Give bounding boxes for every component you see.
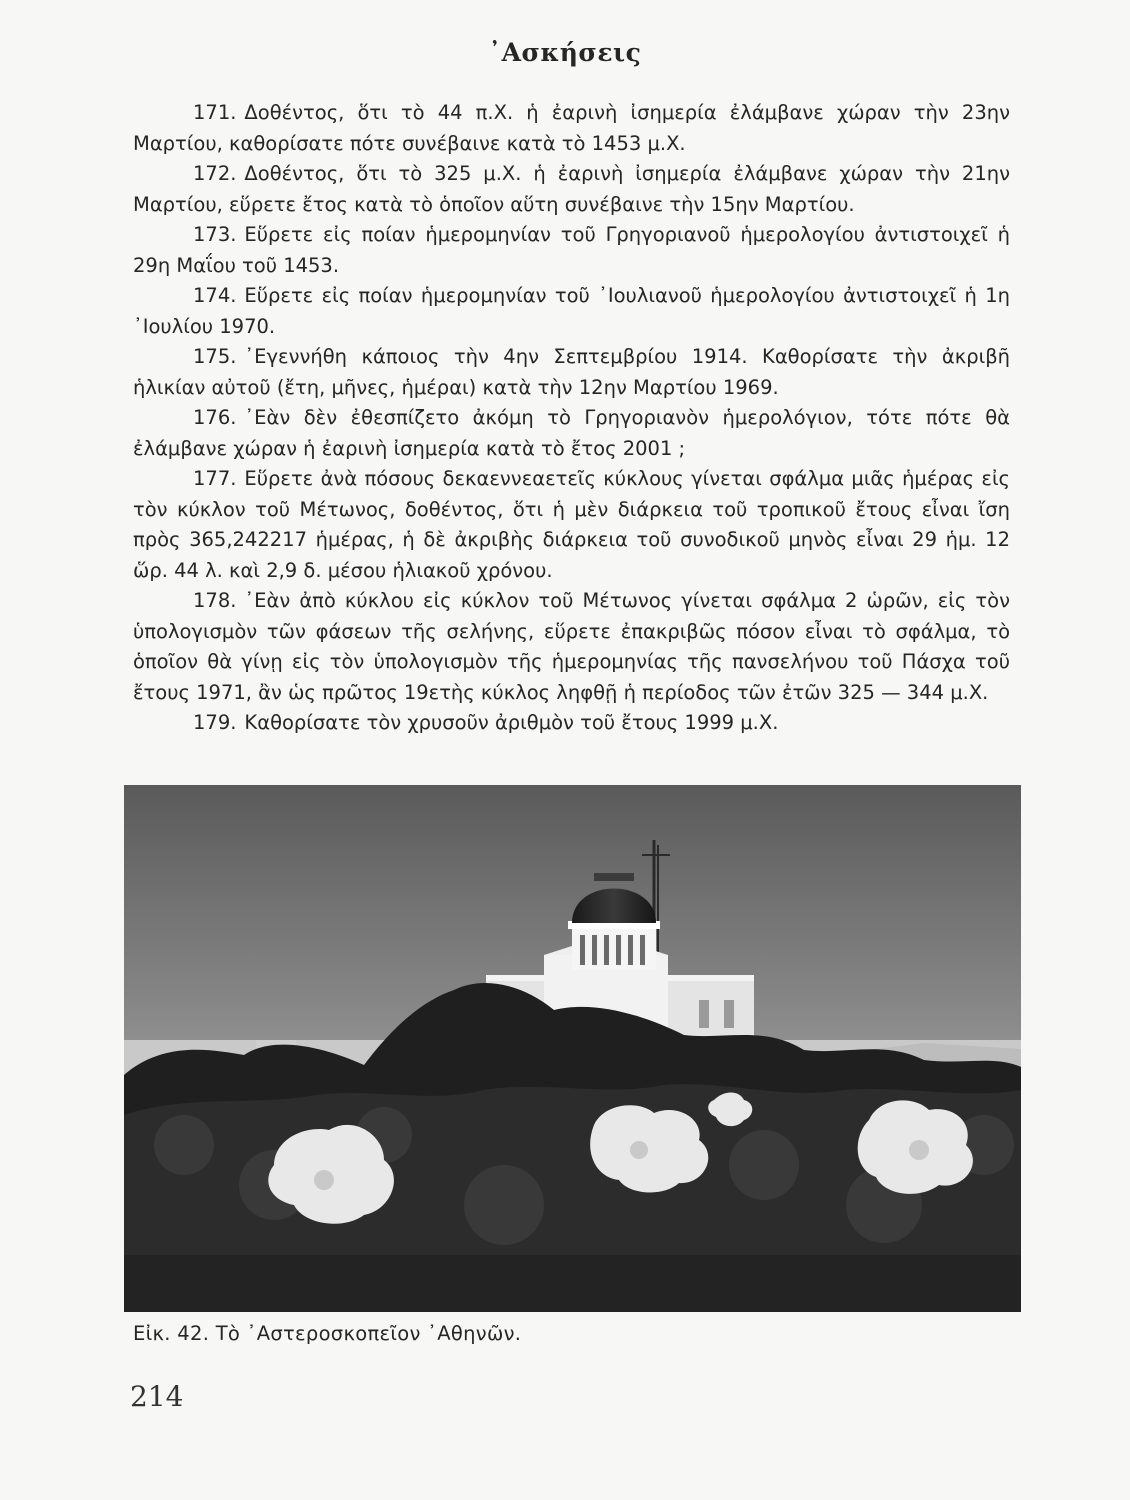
exercise-178 xyxy=(133,586,1010,708)
exercise-175 xyxy=(133,342,1010,403)
exercise-text: Εὕρετε εἰς ποίαν ἡμερομηνίαν τοῦ ᾿Ιουλιανοῦ ἡμερολογίου ἀντιστοιχεῖ ἡ 1η ᾿Ιουλίου 1970. xyxy=(133,284,1010,338)
exercise-text: Εὕρετε ἀνὰ πόσους δεκαεννεαετεῖς κύκλους γίνεται σφάλμα μιᾶς ἡμέρας εἰς τὸν κύκλον τοῦ Μέτωνος, δοθέντος, ὅτι ἡ μὲν διάρκεια τοῦ τροπικοῦ ἔτους εἶναι ἴση πρὸς 365,242217 ἡμέρας, ἡ δὲ ἀκριβὴς διάρκεια τοῦ συνοδικοῦ μηνὸς εἶναι 29 ἡμ. 12 ὥρ. 44 λ. καὶ 2,9 δ. μέσου ἡλιακοῦ χρόνου. xyxy=(133,467,1010,582)
exercise-number: 176. xyxy=(193,406,237,429)
exercise-list xyxy=(133,98,1010,739)
exercise-number: 173. xyxy=(193,223,237,246)
exercise-number: 174. xyxy=(193,284,237,307)
exercise-number: 171. xyxy=(193,101,237,124)
exercise-text: Δοθέντος, ὅτι τὸ 325 μ.Χ. ἡ ἐαρινὴ ἰσημερία ἐλάμβανε χώραν τὴν 21ην Μαρτίου, εὕρετε ἔτος κατὰ τὸ ὁποῖον αὕτη συνέβαινε τὴν 15ην Μαρτίου. xyxy=(133,162,1010,216)
exercise-171 xyxy=(133,98,1010,159)
exercise-text: ᾿Εὰν δὲν ἐθεσπίζετο ἀκόμη τὸ Γρηγοριανὸν ἡμερολόγιον, τότε πότε θὰ ἐλάμβανε χώραν ἡ ἐαρινὴ ἰσημερία κατὰ τὸ ἔτος 2001 ; xyxy=(133,406,1010,460)
exercise-text: Καθορίσατε τὸν χρυσοῦν ἀριθμὸν τοῦ ἔτους 1999 μ.Χ. xyxy=(244,711,779,734)
exercise-text: ᾿Εγεννήθη κάποιος τὴν 4ην Σεπτεμβρίου 1914. Καθορίσατε τὴν ἀκριβῆ ἡλικίαν αὐτοῦ (ἔτη, μῆνες, ἡμέραι) κατὰ τὴν 12ην Μαρτίου 1969. xyxy=(133,345,1010,399)
page-number: 214 xyxy=(130,1380,184,1413)
exercise-number: 178. xyxy=(193,589,237,612)
exercise-172 xyxy=(133,159,1010,220)
exercise-text: ᾿Εὰν ἀπὸ κύκλου εἰς κύκλον τοῦ Μέτωνος γίνεται σφάλμα 2 ὡρῶν, εἰς τὸν ὑπολογισμὸν τῶν φάσεων τῆς σελήνης, εὕρετε ἐπακριβῶς πόσον εἶναι τὸ σφάλμα, τὸ ὁποῖον θὰ γίνῃ εἰς τὸν ὑπολογισμὸν τῆς ἡμερομηνίας τῆς πανσελήνου τοῦ Πάσχα τοῦ ἔτους 1971, ἂν ὡς πρῶτος 19ετὴς κύκλος ληφθῇ ἡ περίοδος τῶν ἐτῶν 325 — 344 μ.Χ. xyxy=(133,589,1010,704)
exercise-177 xyxy=(133,464,1010,586)
exercise-number: 177. xyxy=(193,467,237,490)
exercise-text: Εὕρετε εἰς ποίαν ἡμερομηνίαν τοῦ Γρηγοριανοῦ ἡμερολογίου ἀντιστοιχεῖ ἡ 29η Μαΐου τοῦ 1453. xyxy=(133,223,1010,277)
page-header: ᾿Ασκήσεις xyxy=(488,38,642,67)
exercise-number: 179. xyxy=(193,711,237,734)
exercise-176 xyxy=(133,403,1010,464)
exercise-text: Δοθέντος, ὅτι τὸ 44 π.Χ. ἡ ἐαρινὴ ἰσημερία ἐλάμβανε χώραν τὴν 23ην Μαρτίου, καθορίσατε πότε συνέβαινε κατὰ τὸ 1453 μ.Χ. xyxy=(133,101,1010,155)
exercise-number: 172. xyxy=(193,162,237,185)
exercise-173 xyxy=(133,220,1010,281)
exercise-174 xyxy=(133,281,1010,342)
observatory-photo xyxy=(124,785,1021,1312)
exercise-number: 175. xyxy=(193,345,237,368)
figure-caption: Εἰκ. 42. Τὸ ᾿Αστεροσκοπεῖον ᾿Αθηνῶν. xyxy=(133,1322,522,1345)
exercise-179 xyxy=(133,708,1010,739)
